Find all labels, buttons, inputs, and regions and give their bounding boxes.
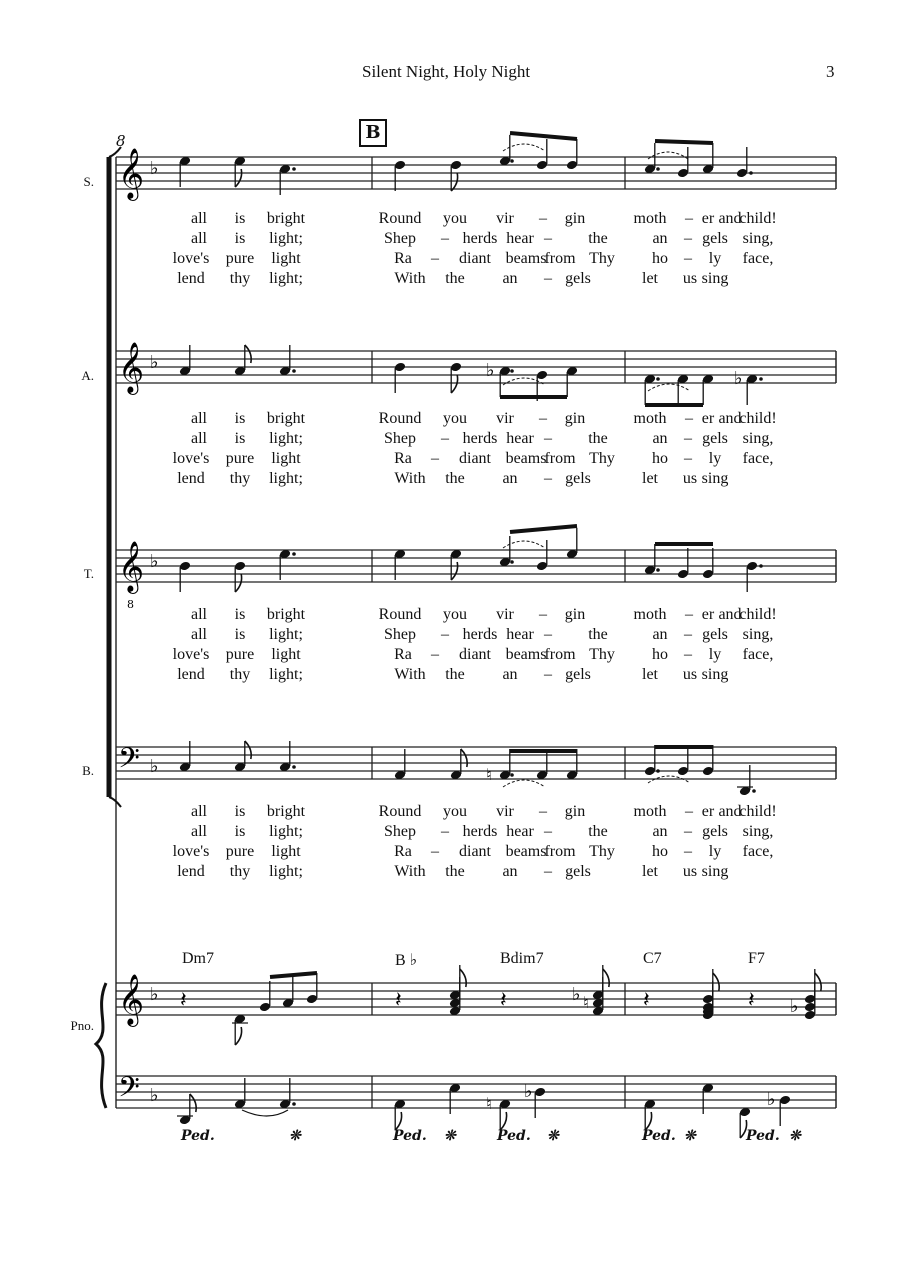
lyric-syllable: – <box>539 803 547 820</box>
lyric-syllable: Round <box>378 210 422 227</box>
lyric-syllable: love's <box>172 843 210 860</box>
lyric-syllable: moth <box>633 803 667 820</box>
chord-symbol: Dm7 <box>182 950 214 967</box>
lyric-syllable: gels <box>565 666 591 683</box>
chord-symbol: B ♭ <box>395 952 418 969</box>
staff-label-piano: Pno. <box>70 1018 94 1033</box>
lyric-syllable: light; <box>269 230 303 247</box>
flat-icon: ♭ <box>486 360 495 381</box>
lyric-syllable: – <box>544 430 552 447</box>
lyric-syllable: the <box>445 270 465 287</box>
lyric-syllable: Round <box>378 606 422 623</box>
lyric-syllable: you <box>443 606 467 623</box>
lyric-syllable: hear <box>506 626 534 643</box>
lyric-syllable: the <box>588 230 608 247</box>
treble-clef-icon: 𝄞 <box>118 148 145 199</box>
lyric-syllable: bright <box>266 803 306 820</box>
page-title: Silent Night, Holy Night <box>362 62 531 81</box>
augmentation-dot <box>749 171 753 175</box>
lyric-syllable: Shep <box>384 626 416 643</box>
lyric-syllable: and <box>718 606 742 623</box>
lyric-syllable: light; <box>269 823 303 840</box>
lyric-syllable: – <box>544 823 552 840</box>
pedal-icon: Ped. <box>497 1128 531 1144</box>
flat-icon: ♭ <box>790 996 799 1017</box>
lyric-syllable: – <box>539 210 547 227</box>
lyric-syllable: all <box>191 430 207 447</box>
note-flag <box>245 345 251 363</box>
lyric-syllable: – <box>684 843 692 860</box>
lyric-syllable: – <box>684 626 692 643</box>
lyric-syllable: from <box>544 250 576 267</box>
lyric-syllable: an <box>502 270 518 287</box>
lyric-syllable: – <box>544 270 552 287</box>
lyric-syllable: all <box>191 210 207 227</box>
lyric-syllable: – <box>684 646 692 663</box>
augmentation-dot <box>656 377 660 381</box>
page-number: 3 <box>826 62 835 81</box>
lyric-syllable: let <box>642 470 658 487</box>
lyric-syllable: child! <box>739 803 777 820</box>
flat-icon: ♭ <box>150 158 159 179</box>
lyric-syllable: face, <box>742 646 774 663</box>
lyric-syllable: vir <box>496 410 514 427</box>
lyric-syllable: pure <box>225 843 255 860</box>
lyric-syllable: ly <box>708 450 722 467</box>
lyric-syllable: love's <box>172 450 210 467</box>
lyric-syllable: face, <box>742 843 774 860</box>
lyric-syllable: thy <box>229 470 251 487</box>
flat-icon: ♭ <box>767 1089 776 1110</box>
treble-clef-icon: 𝄞 <box>118 974 145 1025</box>
note-flag <box>451 562 457 580</box>
lyric-syllable: ho <box>652 250 668 267</box>
lyric-syllable: – <box>441 626 449 643</box>
lyric-syllable: diant <box>459 843 491 860</box>
lyric-syllable: an <box>652 823 668 840</box>
treble-clef-icon: 𝄞 <box>118 541 145 592</box>
lyric-syllable: – <box>685 210 693 227</box>
note-beam <box>655 141 713 143</box>
lyric-syllable: vir <box>496 210 514 227</box>
lyric-syllable: moth <box>633 606 667 623</box>
lyric-syllable: an <box>502 863 518 880</box>
lyric-syllable: hear <box>506 430 534 447</box>
note-flag <box>603 969 609 987</box>
lyric-syllable: Ra <box>394 450 412 467</box>
lyric-syllable: sing <box>701 863 729 880</box>
lyric-syllable: all <box>191 230 207 247</box>
lyric-syllable: an <box>652 430 668 447</box>
lyric-syllable: us <box>682 666 698 683</box>
lyric-syllable: lend <box>177 470 205 487</box>
note-beam <box>270 973 317 977</box>
lyric-syllable: diant <box>459 646 491 663</box>
lyric-syllable: light; <box>269 470 303 487</box>
lyric-syllable: Thy <box>589 450 615 467</box>
lyric-syllable: – <box>441 823 449 840</box>
lyric-syllable: sing, <box>742 823 774 840</box>
lyric-syllable: diant <box>459 450 491 467</box>
lyric-syllable: is <box>234 823 246 840</box>
lyric-syllable: and <box>718 410 742 427</box>
lyric-syllable: the <box>445 470 465 487</box>
lyric-syllable: Shep <box>384 430 416 447</box>
natural-icon: ♮ <box>486 1094 492 1113</box>
lyric-syllable: er <box>701 803 715 820</box>
lyric-syllable: pure <box>225 450 255 467</box>
lyric-syllable: Thy <box>589 250 615 267</box>
lyric-syllable: gels <box>702 823 728 840</box>
lyric-syllable: is <box>234 606 246 623</box>
lyric-syllable: is <box>234 626 246 643</box>
lyric-syllable: – <box>441 430 449 447</box>
lyric-syllable: – <box>431 843 439 860</box>
lyric-syllable: is <box>234 803 246 820</box>
lyric-syllable: an <box>652 230 668 247</box>
lyric-syllable: you <box>443 803 467 820</box>
lyric-syllable: – <box>685 606 693 623</box>
lyric-syllable: hear <box>506 230 534 247</box>
lyric-syllable: let <box>642 666 658 683</box>
note-flag <box>235 1027 241 1045</box>
lyric-syllable: beams <box>505 250 547 267</box>
piano-brace <box>96 983 106 1108</box>
augmentation-dot <box>656 568 660 572</box>
note-flag <box>190 1094 196 1112</box>
note-flag <box>815 973 821 991</box>
lyric-syllable: – <box>539 410 547 427</box>
lyric-syllable: – <box>685 803 693 820</box>
lyric-syllable: bright <box>266 210 306 227</box>
augmentation-dot <box>656 167 660 171</box>
quarter-rest-icon: 𝄽 <box>500 988 507 1013</box>
lyric-syllable: thy <box>229 666 251 683</box>
lyric-syllable: Thy <box>589 646 615 663</box>
augmentation-dot <box>292 1102 296 1106</box>
quarter-rest-icon: 𝄽 <box>643 988 650 1013</box>
note-beam <box>510 526 577 532</box>
note-beam <box>510 133 577 139</box>
lyric-syllable: the <box>445 863 465 880</box>
augmentation-dot <box>656 769 660 773</box>
bass-clef-icon: 𝄢 <box>118 1071 140 1111</box>
lyric-syllable: the <box>588 626 608 643</box>
flat-icon: ♭ <box>150 352 159 373</box>
note-flag <box>461 749 467 767</box>
staff-label-bass: B. <box>82 763 94 778</box>
lyric-syllable: pure <box>225 646 255 663</box>
lyric-syllable: diant <box>459 250 491 267</box>
lyric-syllable: – <box>684 230 692 247</box>
lyric-syllable: all <box>191 606 207 623</box>
lyric-syllable: gels <box>702 230 728 247</box>
augmentation-dot <box>510 159 514 163</box>
lyric-syllable: – <box>544 626 552 643</box>
flat-icon: ♭ <box>150 551 159 572</box>
lyric-syllable: bright <box>266 410 306 427</box>
lyric-syllable: er <box>701 410 715 427</box>
lyric-syllable: sing <box>701 270 729 287</box>
lyric-syllable: – <box>431 646 439 663</box>
system-bracket <box>109 797 121 807</box>
lyric-syllable: light; <box>269 666 303 683</box>
pedal-release-icon: ❊ <box>684 1128 696 1144</box>
lyric-syllable: gin <box>564 410 586 427</box>
flat-icon: ♭ <box>150 756 159 777</box>
lyric-syllable: Shep <box>384 230 416 247</box>
lyric-syllable: lend <box>177 863 205 880</box>
lyric-syllable: – <box>684 450 692 467</box>
natural-icon: ♮ <box>486 765 492 784</box>
lyric-syllable: gin <box>564 606 586 623</box>
measure-number: 8 <box>116 132 126 150</box>
lyric-syllable: gin <box>564 210 586 227</box>
lyric-syllable: an <box>502 470 518 487</box>
lyric-syllable: gin <box>564 803 586 820</box>
lyric-syllable: gels <box>565 863 591 880</box>
note-flag <box>235 169 241 187</box>
lyric-syllable: herds <box>462 823 498 840</box>
lyric-syllable: Round <box>378 803 422 820</box>
lyric-syllable: and <box>718 210 742 227</box>
lyric-syllable: sing, <box>742 230 774 247</box>
lyric-syllable: is <box>234 210 246 227</box>
lyric-syllable: beams <box>505 646 547 663</box>
lyric-syllable: beams <box>505 843 547 860</box>
lyric-syllable: love's <box>172 250 210 267</box>
lyric-syllable: – <box>684 430 692 447</box>
lyric-syllable: face, <box>742 250 774 267</box>
lyric-syllable: light <box>271 646 301 663</box>
slur <box>503 378 545 385</box>
lyric-syllable: – <box>544 230 552 247</box>
lyric-syllable: light; <box>269 430 303 447</box>
lyric-syllable: from <box>544 646 576 663</box>
lyric-syllable: ho <box>652 646 668 663</box>
pedal-release-icon: ❊ <box>547 1128 559 1144</box>
lyric-syllable: and <box>718 803 742 820</box>
lyric-syllable: – <box>544 666 552 683</box>
lyric-syllable: sing, <box>742 626 774 643</box>
augmentation-dot <box>292 167 296 171</box>
flat-icon: ♭ <box>150 1085 159 1106</box>
lyric-syllable: Shep <box>384 823 416 840</box>
lyric-syllable: you <box>443 410 467 427</box>
staff-label-soprano: S. <box>83 174 94 189</box>
slur <box>503 780 545 787</box>
quarter-rest-icon: 𝄽 <box>395 988 402 1013</box>
lyric-syllable: face, <box>742 450 774 467</box>
lyric-syllable: ly <box>708 250 722 267</box>
lyric-syllable: light <box>271 450 301 467</box>
lyric-syllable: ho <box>652 843 668 860</box>
lyric-syllable: Thy <box>589 843 615 860</box>
augmentation-dot <box>752 789 756 793</box>
staff-label-alto: A. <box>81 368 94 383</box>
augmentation-dot <box>759 564 763 568</box>
augmentation-dot <box>510 560 514 564</box>
lyric-syllable: vir <box>496 803 514 820</box>
lyric-syllable: vir <box>496 606 514 623</box>
lyric-syllable: lend <box>177 666 205 683</box>
lyric-syllable: let <box>642 863 658 880</box>
tie <box>242 1110 288 1116</box>
lyric-syllable: – <box>441 230 449 247</box>
flat-icon: ♭ <box>734 368 743 389</box>
lyric-syllable: light; <box>269 270 303 287</box>
lyric-syllable: us <box>682 470 698 487</box>
lyric-syllable: – <box>431 250 439 267</box>
lyric-syllable: herds <box>462 430 498 447</box>
lyric-syllable: gels <box>702 430 728 447</box>
lyric-syllable: all <box>191 823 207 840</box>
lyric-syllable: hear <box>506 823 534 840</box>
lyric-syllable: you <box>443 210 467 227</box>
lyric-syllable: light <box>271 250 301 267</box>
note-flag <box>713 973 719 991</box>
lyric-syllable: love's <box>172 646 210 663</box>
lyric-syllable: light; <box>269 863 303 880</box>
lyric-syllable: from <box>544 450 576 467</box>
lyric-syllable: thy <box>229 270 251 287</box>
lyric-syllable: gels <box>702 626 728 643</box>
lyric-syllable: lend <box>177 270 205 287</box>
pedal-release-icon: ❊ <box>289 1128 301 1144</box>
augmentation-dot <box>292 552 296 556</box>
lyric-syllable: light; <box>269 626 303 643</box>
rehearsal-mark: B <box>359 119 387 147</box>
lyric-syllable: herds <box>462 230 498 247</box>
lyric-syllable: moth <box>633 210 667 227</box>
pedal-release-icon: ❊ <box>789 1128 801 1144</box>
note-flag <box>235 574 241 592</box>
lyric-syllable: us <box>682 863 698 880</box>
lyric-syllable: With <box>394 470 426 487</box>
lyric-syllable: er <box>701 210 715 227</box>
lyric-syllable: is <box>234 230 246 247</box>
natural-icon: ♮ <box>583 993 589 1012</box>
lyric-syllable: With <box>394 270 426 287</box>
augmentation-dot <box>292 765 296 769</box>
flat-icon: ♭ <box>150 984 159 1005</box>
augmentation-dot <box>292 369 296 373</box>
treble-clef-icon: 𝄞 <box>118 342 145 393</box>
lyric-syllable: ho <box>652 450 668 467</box>
lyric-syllable: light <box>271 843 301 860</box>
bass-clef-icon: 𝄢 <box>118 742 140 782</box>
chord-symbol: Bdim7 <box>500 950 544 967</box>
lyric-syllable: child! <box>739 606 777 623</box>
lyric-syllable: – <box>684 250 692 267</box>
lyric-syllable: beams <box>505 450 547 467</box>
flat-icon: ♭ <box>572 984 581 1005</box>
lyric-syllable: all <box>191 626 207 643</box>
lyric-syllable: – <box>431 450 439 467</box>
note-flag <box>245 741 251 759</box>
lyric-syllable: gels <box>565 470 591 487</box>
lyric-syllable: let <box>642 270 658 287</box>
lyric-syllable: moth <box>633 410 667 427</box>
augmentation-dot <box>759 377 763 381</box>
lyric-syllable: child! <box>739 210 777 227</box>
octave-marker-icon: 8 <box>127 598 134 611</box>
lyric-syllable: er <box>701 606 715 623</box>
lyric-syllable: the <box>445 666 465 683</box>
lyric-syllable: With <box>394 666 426 683</box>
lyric-syllable: – <box>685 410 693 427</box>
lyric-syllable: is <box>234 430 246 447</box>
note-flag <box>460 969 466 987</box>
lyric-syllable: gels <box>565 270 591 287</box>
pedal-release-icon: ❊ <box>444 1128 456 1144</box>
lyric-syllable: all <box>191 410 207 427</box>
lyric-syllable: – <box>544 470 552 487</box>
quarter-rest-icon: 𝄽 <box>180 988 187 1013</box>
lyric-syllable: all <box>191 803 207 820</box>
lyric-syllable: With <box>394 863 426 880</box>
lyric-syllable: an <box>652 626 668 643</box>
lyric-syllable: ly <box>708 646 722 663</box>
lyric-syllable: – <box>544 863 552 880</box>
lyric-syllable: from <box>544 843 576 860</box>
lyric-syllable: the <box>588 430 608 447</box>
lyric-syllable: an <box>502 666 518 683</box>
note-flag <box>451 173 457 191</box>
flat-icon: ♭ <box>524 1081 533 1102</box>
lyric-syllable: is <box>234 410 246 427</box>
lyric-syllable: Round <box>378 410 422 427</box>
lyric-syllable: the <box>588 823 608 840</box>
lyric-syllable: us <box>682 270 698 287</box>
lyric-syllable: sing <box>701 470 729 487</box>
lyric-syllable: – <box>539 606 547 623</box>
lyric-syllable: thy <box>229 863 251 880</box>
pedal-icon: Ped. <box>393 1128 427 1144</box>
pedal-icon: Ped. <box>642 1128 676 1144</box>
lyric-syllable: child! <box>739 410 777 427</box>
slur <box>648 152 688 159</box>
lyric-syllable: Ra <box>394 646 412 663</box>
chord-symbol: C7 <box>643 950 662 967</box>
lyric-syllable: ly <box>708 843 722 860</box>
augmentation-dot <box>510 369 514 373</box>
chord-symbol: F7 <box>748 950 765 967</box>
lyric-syllable: Ra <box>394 250 412 267</box>
lyric-syllable: sing <box>701 666 729 683</box>
slur <box>648 384 690 391</box>
pedal-icon: Ped. <box>746 1128 780 1144</box>
lyric-syllable: herds <box>462 626 498 643</box>
quarter-rest-icon: 𝄽 <box>748 988 755 1013</box>
lyric-syllable: – <box>684 823 692 840</box>
lyric-syllable: sing, <box>742 430 774 447</box>
note-flag <box>451 375 457 393</box>
lyric-syllable: bright <box>266 606 306 623</box>
lyric-syllable: pure <box>225 250 255 267</box>
lyric-syllable: Ra <box>394 843 412 860</box>
pedal-icon: Ped. <box>181 1128 215 1144</box>
staff-label-tenor: T. <box>83 566 94 581</box>
augmentation-dot <box>510 773 514 777</box>
